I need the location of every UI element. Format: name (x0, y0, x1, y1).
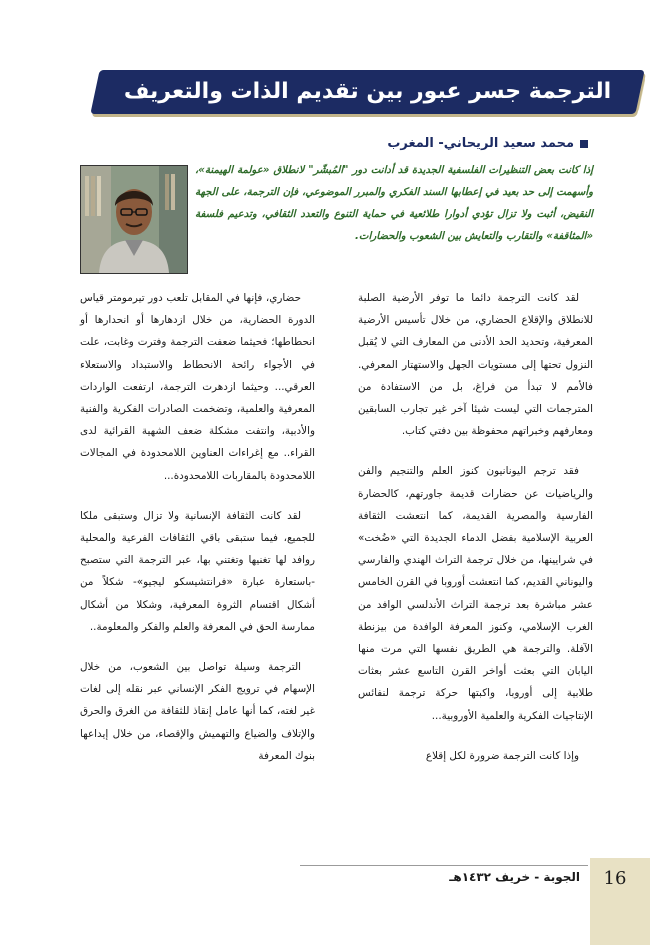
author-line (387, 136, 588, 151)
issue-label: الجوبة - خريف ١٤٣٢هـ (449, 870, 580, 884)
footer-rule (300, 865, 588, 866)
article-title: الترجمة جسر عبور بين تقديم الذات والتعريف بالآخر (123, 79, 612, 148)
author-photo (80, 165, 188, 274)
paragraph: وإذا كانت الترجمة ضرورة لكل إقلاع (425, 749, 579, 762)
paragraph: حضاري، فإنها في المقابل تلعب دور تيرمومتر قياس الدورة الحضارية، من خلال ازدهارها أو انحدارها أو انحطاطها؛ فحيثما ضعفت الترجمة وفترت وغابت، علت في الأجواء رائحة الانحطاط والاستبداد والاستعلاء العرقي... وحيثما ازدهرت الترجمة، ارتفعت الواردات المعرفية والعلمية، وتضخمت الصادرات الفكرية والفنية والأدبية، وانتفت مشكلة ضعف الشهية القرائية لدى القراء.. مع إغراءات العناوين اللامحدودة في المجالات اللامحدودة بالمقاربات اللامحدودة... (80, 292, 315, 482)
paragraph: لقد كانت الثقافة الإنسانية ولا تزال وستبقى ملكا للجميع، فيما ستبقى باقي الثقافات الفرعية والمحلية روافد لها تغنيها وتغتني بها، عبر الترجمة التي ستصبح -باستعارة عبارة «فرانتشيسكو ليجيو»- شكلاً من أشكال اقتسام الثروة المعرفية، وشكلا من أشكال ممارسة الحق في المعرفة والعلم والفكر والمعلومة.. (80, 509, 315, 633)
paragraph: الترجمة وسيلة تواصل بين الشعوب، من خلال الإسهام في ترويج الفكر الإنساني عبر نقله إلى لغات غير لغته، كما أنها عامل إنقاذ للثقافة من الغرق والحرق والإتلاف والضياع والتهميش والإقصاء، من خلال إيداعها بنوك المعرفة (80, 661, 315, 762)
text-column-right (358, 287, 593, 785)
page-number: 16 (603, 868, 627, 889)
paragraph: فقد ترجم اليونانيون كنوز العلم والتنجيم والفن والرياضيات عن حضارات قديمة جاورتهم، كالحضارة الفارسية والمصرية القديمة، كما انتعشت الثقافة العربية الإسلامية بفضل الدماء الجديدة التي «ضُخت» في شرايينها، من خلال ترجمة التراث الهندي والفارسي واليوناني القديم، كما انتعشت أوروبا في القرن الخامس عشر مباشرة بعد ترجمة التراث الأندلسي الوافد من الغرب الإسلامي، وكنوز المعرفة الوافدة من بيزنطة الآفلة. والترجمة هي الطريق نفسها التي مرت منها اليابان التي بعثت أواخر القرن التاسع عشر بعثات طلابية إلى أوروبا، واكبتها حركة ترجمة لنفائس الإنتاجيات الفكرية والعلمية الأوروبية... (358, 465, 593, 722)
article-abstract: إذا كانت بعض التنظيرات الفلسفية الجديدة قد أدانت دور "المُبشّر" لانطلاق «عولمة الهيمنة»، وأسهمت إلى حد بعيد في إعطابها السند الفكري والمبرر الموضوعي، فإن الترجمة، على الجهة النقيض، أثبت ولا تزال تؤدي أدوارا طلائعية في حماية التنوع والتعدد الثقافي، وتدعيم فلسفة «المثاقفة» والتقارب والتعايش بين الشعوب والحضارات. (195, 165, 593, 242)
author-name: محمد سعيد الريحاني- المغرب (387, 136, 574, 151)
square-bullet-icon (580, 140, 588, 148)
text-column-left (80, 287, 315, 785)
paragraph: لقد كانت الترجمة دائما ما توفر الأرضية الصلبة للانطلاق والإقلاع الحضاري، من خلال تأسيس الأرضية المعرفية، وتحديد الحد الأدنى من المعارف التي لا يُقبل النزول تحتها إلى مستويات الجهل والاستهتار المعرفي. فالأمم لا تبدأ من فراغ، بل من الاستفادة من المترجمات التي ليست شيئا آخر غير تجارب السابقين ومعارفهم وخبراتهم محفوظة بين دفتي كتاب. (358, 292, 593, 438)
